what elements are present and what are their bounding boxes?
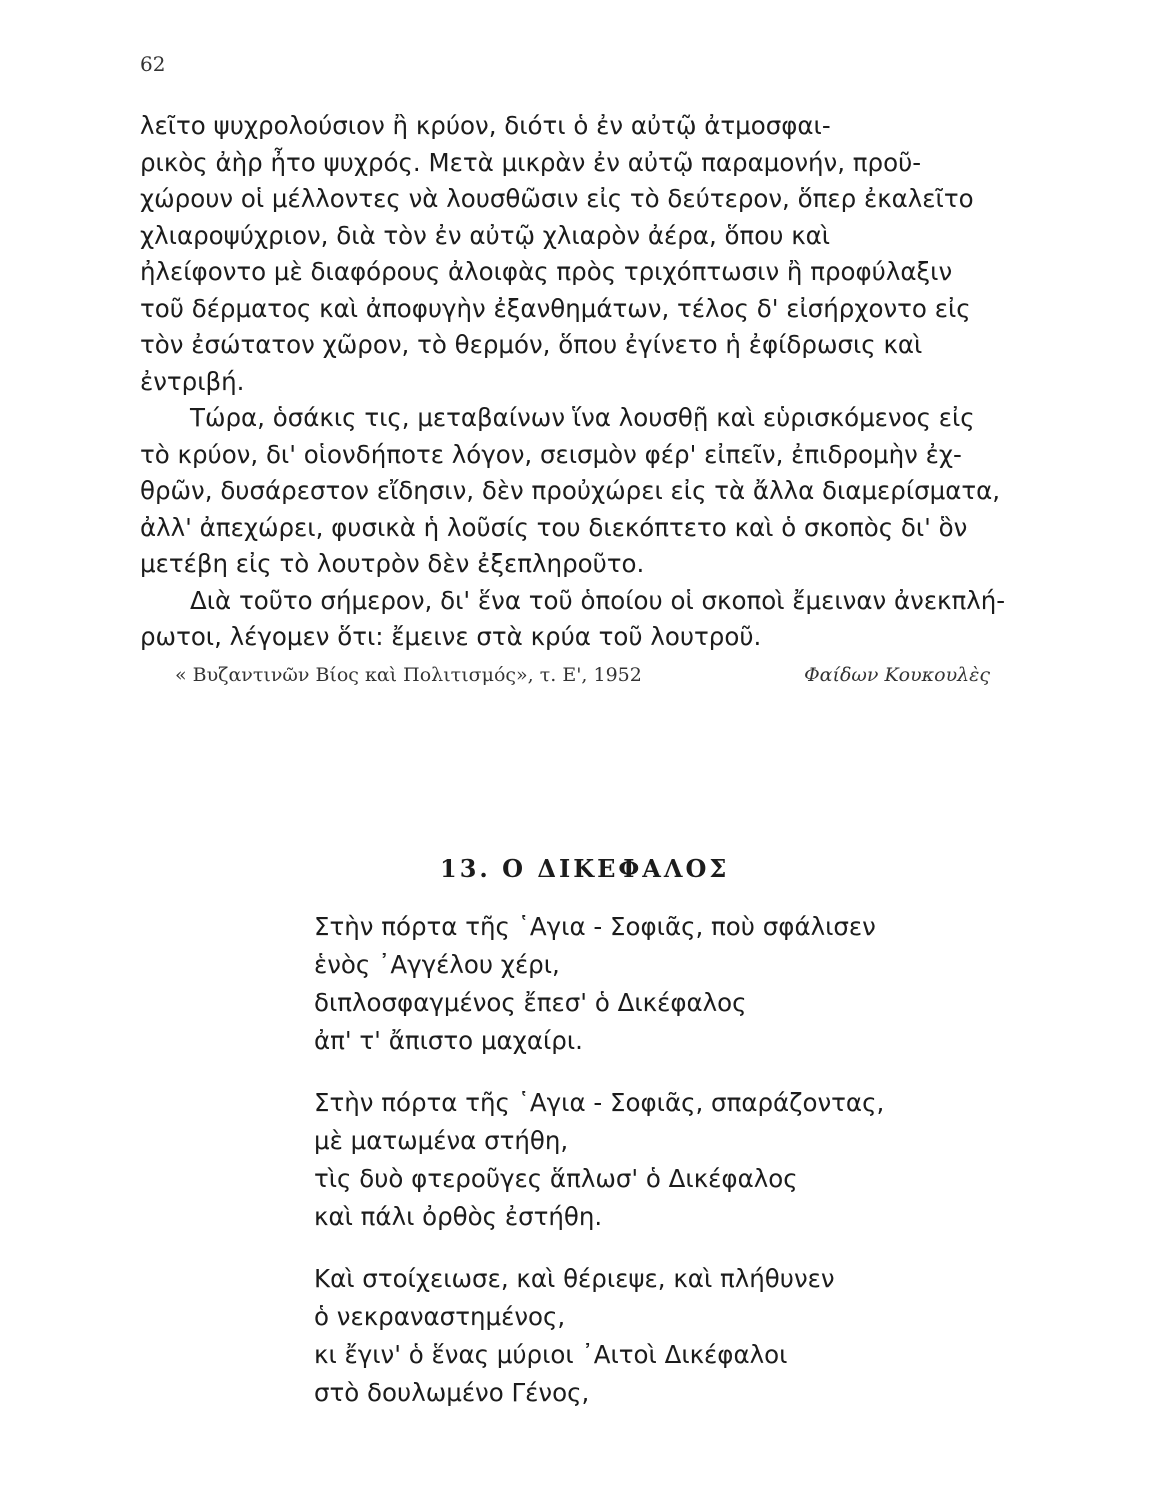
prose-line: ἠλείφοντο μὲ διαφόρους ἀλοιφὰς πρὸς τριχόπτωσιν ἢ προφύλαξιν (140, 257, 953, 286)
prose-line: Διὰ τοῦτο σήμερον, δι' ἕνα τοῦ ὁποίου οἱ σκοποὶ ἔμειναν ἀνεκπλή- (190, 585, 1006, 615)
poem-line: Καὶ στοίχειωσε, καὶ θέριεψε, καὶ πλήθυνεν (314, 1264, 835, 1293)
prose-line: λεῖτο ψυχρολούσιον ἢ κρύον, διότι ὁ ἐν αὐτῷ ἀτμοσφαι- (140, 111, 831, 140)
poem-line: διπλοσφαγμένος ἔπεσ' ὁ Δικέφαλος (314, 988, 747, 1017)
prose-passage (140, 108, 1020, 656)
poem-line: στὸ δουλωμένο Γένος, (314, 1378, 590, 1407)
citation-source: « Βυζαντινῶν Βίος καὶ Πολιτισμός», τ. Ε', 1952 (175, 664, 642, 686)
poem-line: ἑνὸς ᾿Αγγέλου χέρι, (314, 950, 560, 979)
poem-line: ἀπ' τ' ἄπιστο μαχαίρι. (314, 1026, 583, 1055)
poem-title: 13. Ο ΔΙΚΕΦΑΛΟΣ (440, 854, 730, 883)
citation-author: Φαίδων Κουκουλὲς (804, 664, 990, 686)
page-number: 62 (140, 52, 166, 76)
poem-stanza (314, 1260, 1014, 1412)
prose-line: τὸν ἐσώτατον χῶρον, τὸ θερμόν, ὅπου ἐγίνετο ἡ ἐφίδρωσις καὶ (140, 330, 923, 359)
prose-line: ἀλλ' ἀπεχώρει, φυσικὰ ἡ λοῦσίς του διεκόπτετο καὶ ὁ σκοπὸς δι' ὃν (140, 512, 968, 542)
prose-line: ρικὸς ἀὴρ ἦτο ψυχρός. Μετὰ μικρὰν ἐν αὐτῷ παραμονήν, προῦ- (140, 147, 922, 177)
poem (314, 908, 1014, 1436)
prose-line: ἐντριβή. (140, 366, 245, 396)
poem-stanza (314, 908, 1014, 1060)
prose-line: τὸ κρύον, δι' οἱονδήποτε λόγον, σεισμὸν φέρ' εἰπεῖν, ἐπιδρομὴν ἐχ- (140, 439, 962, 469)
prose-line: θρῶν, δυσάρεστον εἴδησιν, δὲν προὐχώρει εἰς τὰ ἄλλα διαμερίσματα, (140, 476, 1001, 505)
poem-line: καὶ πάλι ὀρθὸς ἐστήθη. (314, 1202, 603, 1231)
poem-line: Στὴν πόρτα τῆς ῾Αγια - Σοφιᾶς, σπαράζοντας, (314, 1088, 885, 1117)
prose-line: ρωτοι, λέγομεν ὅτι: ἔμεινε στὰ κρύα τοῦ λουτροῦ. (140, 622, 762, 651)
poem-line: κι ἔγιν' ὁ ἕνας μύριοι ᾿Αιτοὶ Δικέφαλοι (314, 1340, 788, 1369)
prose-line: μετέβη εἰς τὸ λουτρὸν δὲν ἐξεπληροῦτο. (140, 549, 645, 578)
prose-line: τοῦ δέρματος καὶ ἀποφυγὴν ἐξανθημάτων, τέλος δ' εἰσήρχοντο εἰς (140, 293, 971, 323)
prose-line: χλιαροψύχριον, διὰ τὸν ἐν αὐτῷ χλιαρὸν ἀέρα, ὅπου καὶ (140, 220, 831, 250)
poem-line: μὲ ματωμένα στήθη, (314, 1126, 569, 1155)
poem-line: τὶς δυὸ φτεροῦγες ἅπλωσ' ὁ Δικέφαλος (314, 1164, 798, 1193)
poem-stanza (314, 1084, 1014, 1236)
poem-line: ὁ νεκραναστημένος, (314, 1302, 566, 1331)
poem-line: Στὴν πόρτα τῆς ῾Αγια - Σοφιᾶς, ποὺ σφάλισεν (314, 912, 876, 941)
prose-line: χώρουν οἱ μέλλοντες νὰ λουσθῶσιν εἰς τὸ δεύτερον, ὅπερ ἐκαλεῖτο (140, 184, 974, 213)
prose-line: Τώρα, ὁσάκις τις, μεταβαίνων ἵνα λουσθῇ καὶ εὑρισκόμενος εἰς (190, 403, 975, 432)
